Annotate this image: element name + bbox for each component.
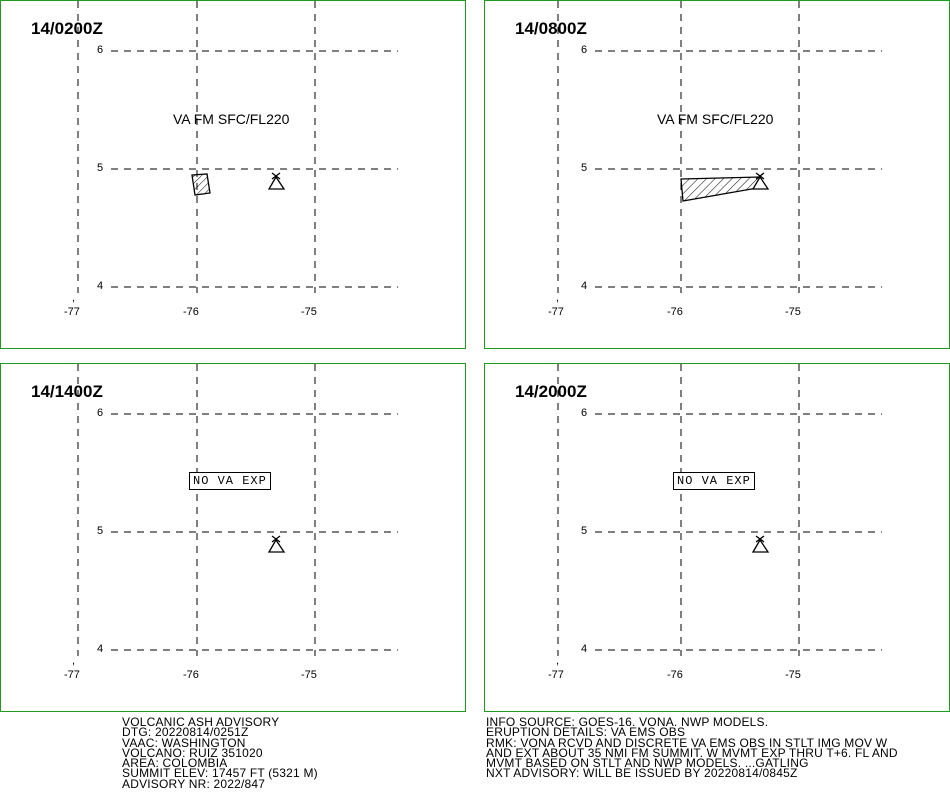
lon-label-77: -77 bbox=[548, 306, 564, 318]
lon-label-77: -77 bbox=[64, 306, 80, 318]
ash-polygon bbox=[192, 174, 210, 195]
advisory-details-block bbox=[486, 717, 898, 779]
volcano-triangle-icon bbox=[269, 536, 284, 552]
forecast-panel-0200z bbox=[0, 0, 466, 349]
advisory-vaac: VAAC: WASHINGTON bbox=[122, 735, 246, 750]
advisory-title: VOLCANIC ASH ADVISORY bbox=[122, 715, 280, 729]
advisory-header-block bbox=[122, 717, 318, 789]
lat-label-5: 5 bbox=[581, 162, 588, 174]
volcano-triangle-icon bbox=[269, 173, 284, 189]
lat-label-5: 5 bbox=[97, 162, 104, 174]
no-va-exp-label: NO VA EXP bbox=[189, 472, 271, 490]
remarks-line-2: AND EXT ABOUT 35 NMI FM SUMMIT. W MVMT EXP THRU T+6. FL AND bbox=[486, 745, 898, 760]
lon-label-76: -76 bbox=[183, 669, 199, 681]
eruption-details: ERUPTION DETAILS: VA EMS OBS bbox=[486, 725, 686, 740]
lon-label-76: -76 bbox=[667, 669, 683, 681]
map-grid bbox=[485, 1, 950, 349]
panel-time: 14/0800Z bbox=[515, 19, 587, 38]
advisory-area: AREA: COLOMBIA bbox=[122, 756, 228, 771]
map-grid bbox=[1, 364, 466, 712]
lon-label-75: -75 bbox=[301, 306, 317, 318]
panel-time: 14/0200Z bbox=[31, 19, 103, 38]
remarks-line-1: RMK: VONA RCVD AND DISCRETE VA EMS OBS IN STLT IMG MOV W bbox=[486, 735, 888, 750]
ash-polygon bbox=[681, 177, 763, 201]
lon-label-76: -76 bbox=[667, 306, 683, 318]
info-source: INFO SOURCE: GOES-16. VONA. NWP MODELS. bbox=[486, 715, 769, 729]
flight-level-label: VA FM SFC/FL220 bbox=[173, 111, 290, 127]
lat-label-4: 4 bbox=[581, 643, 588, 655]
advisory-volcano: VOLCANO: RUIZ 351020 bbox=[122, 745, 263, 760]
advisory-number: ADVISORY NR: 2022/847 bbox=[122, 776, 266, 791]
lat-label-6: 6 bbox=[97, 407, 104, 419]
lon-label-75: -75 bbox=[785, 306, 801, 318]
no-va-exp-label: NO VA EXP bbox=[673, 472, 755, 490]
lat-label-6: 6 bbox=[581, 407, 588, 419]
next-advisory: NXT ADVISORY: WILL BE ISSUED BY 20220814/0845Z bbox=[486, 766, 798, 781]
lat-label-6: 6 bbox=[581, 44, 588, 56]
map-grid bbox=[1, 1, 466, 349]
lon-label-77: -77 bbox=[64, 669, 80, 681]
lat-label-4: 4 bbox=[581, 280, 588, 292]
lat-label-6: 6 bbox=[97, 44, 104, 56]
svg-text:,: , bbox=[72, 292, 76, 304]
panel-time: 14/2000Z bbox=[515, 382, 587, 401]
remarks-line-3: MVMT BASED ON STLT AND NWP MODELS. ...GATLING bbox=[486, 756, 809, 771]
lat-label-4: 4 bbox=[97, 643, 104, 655]
lat-label-5: 5 bbox=[97, 525, 104, 537]
panel-time: 14/1400Z bbox=[31, 382, 103, 401]
lat-label-5: 5 bbox=[581, 525, 588, 537]
forecast-panel-0800z bbox=[484, 0, 950, 349]
lon-label-76: -76 bbox=[183, 306, 199, 318]
lon-label-75: -75 bbox=[301, 669, 317, 681]
lat-label-4: 4 bbox=[97, 280, 104, 292]
volcano-triangle-icon bbox=[753, 536, 768, 552]
forecast-panel-1400z bbox=[0, 363, 466, 712]
lon-label-77: -77 bbox=[548, 669, 564, 681]
advisory-dtg: DTG: 20220814/0251Z bbox=[122, 725, 249, 740]
forecast-panel-2000z bbox=[484, 363, 950, 712]
svg-text:,: , bbox=[556, 655, 560, 667]
flight-level-label: VA FM SFC/FL220 bbox=[657, 111, 774, 127]
advisory-summit-elev: SUMMIT ELEV: 17457 FT (5321 M) bbox=[122, 766, 318, 781]
svg-text:,: , bbox=[556, 292, 560, 304]
map-grid bbox=[485, 364, 950, 712]
lon-label-75: -75 bbox=[785, 669, 801, 681]
svg-text:,: , bbox=[72, 655, 76, 667]
